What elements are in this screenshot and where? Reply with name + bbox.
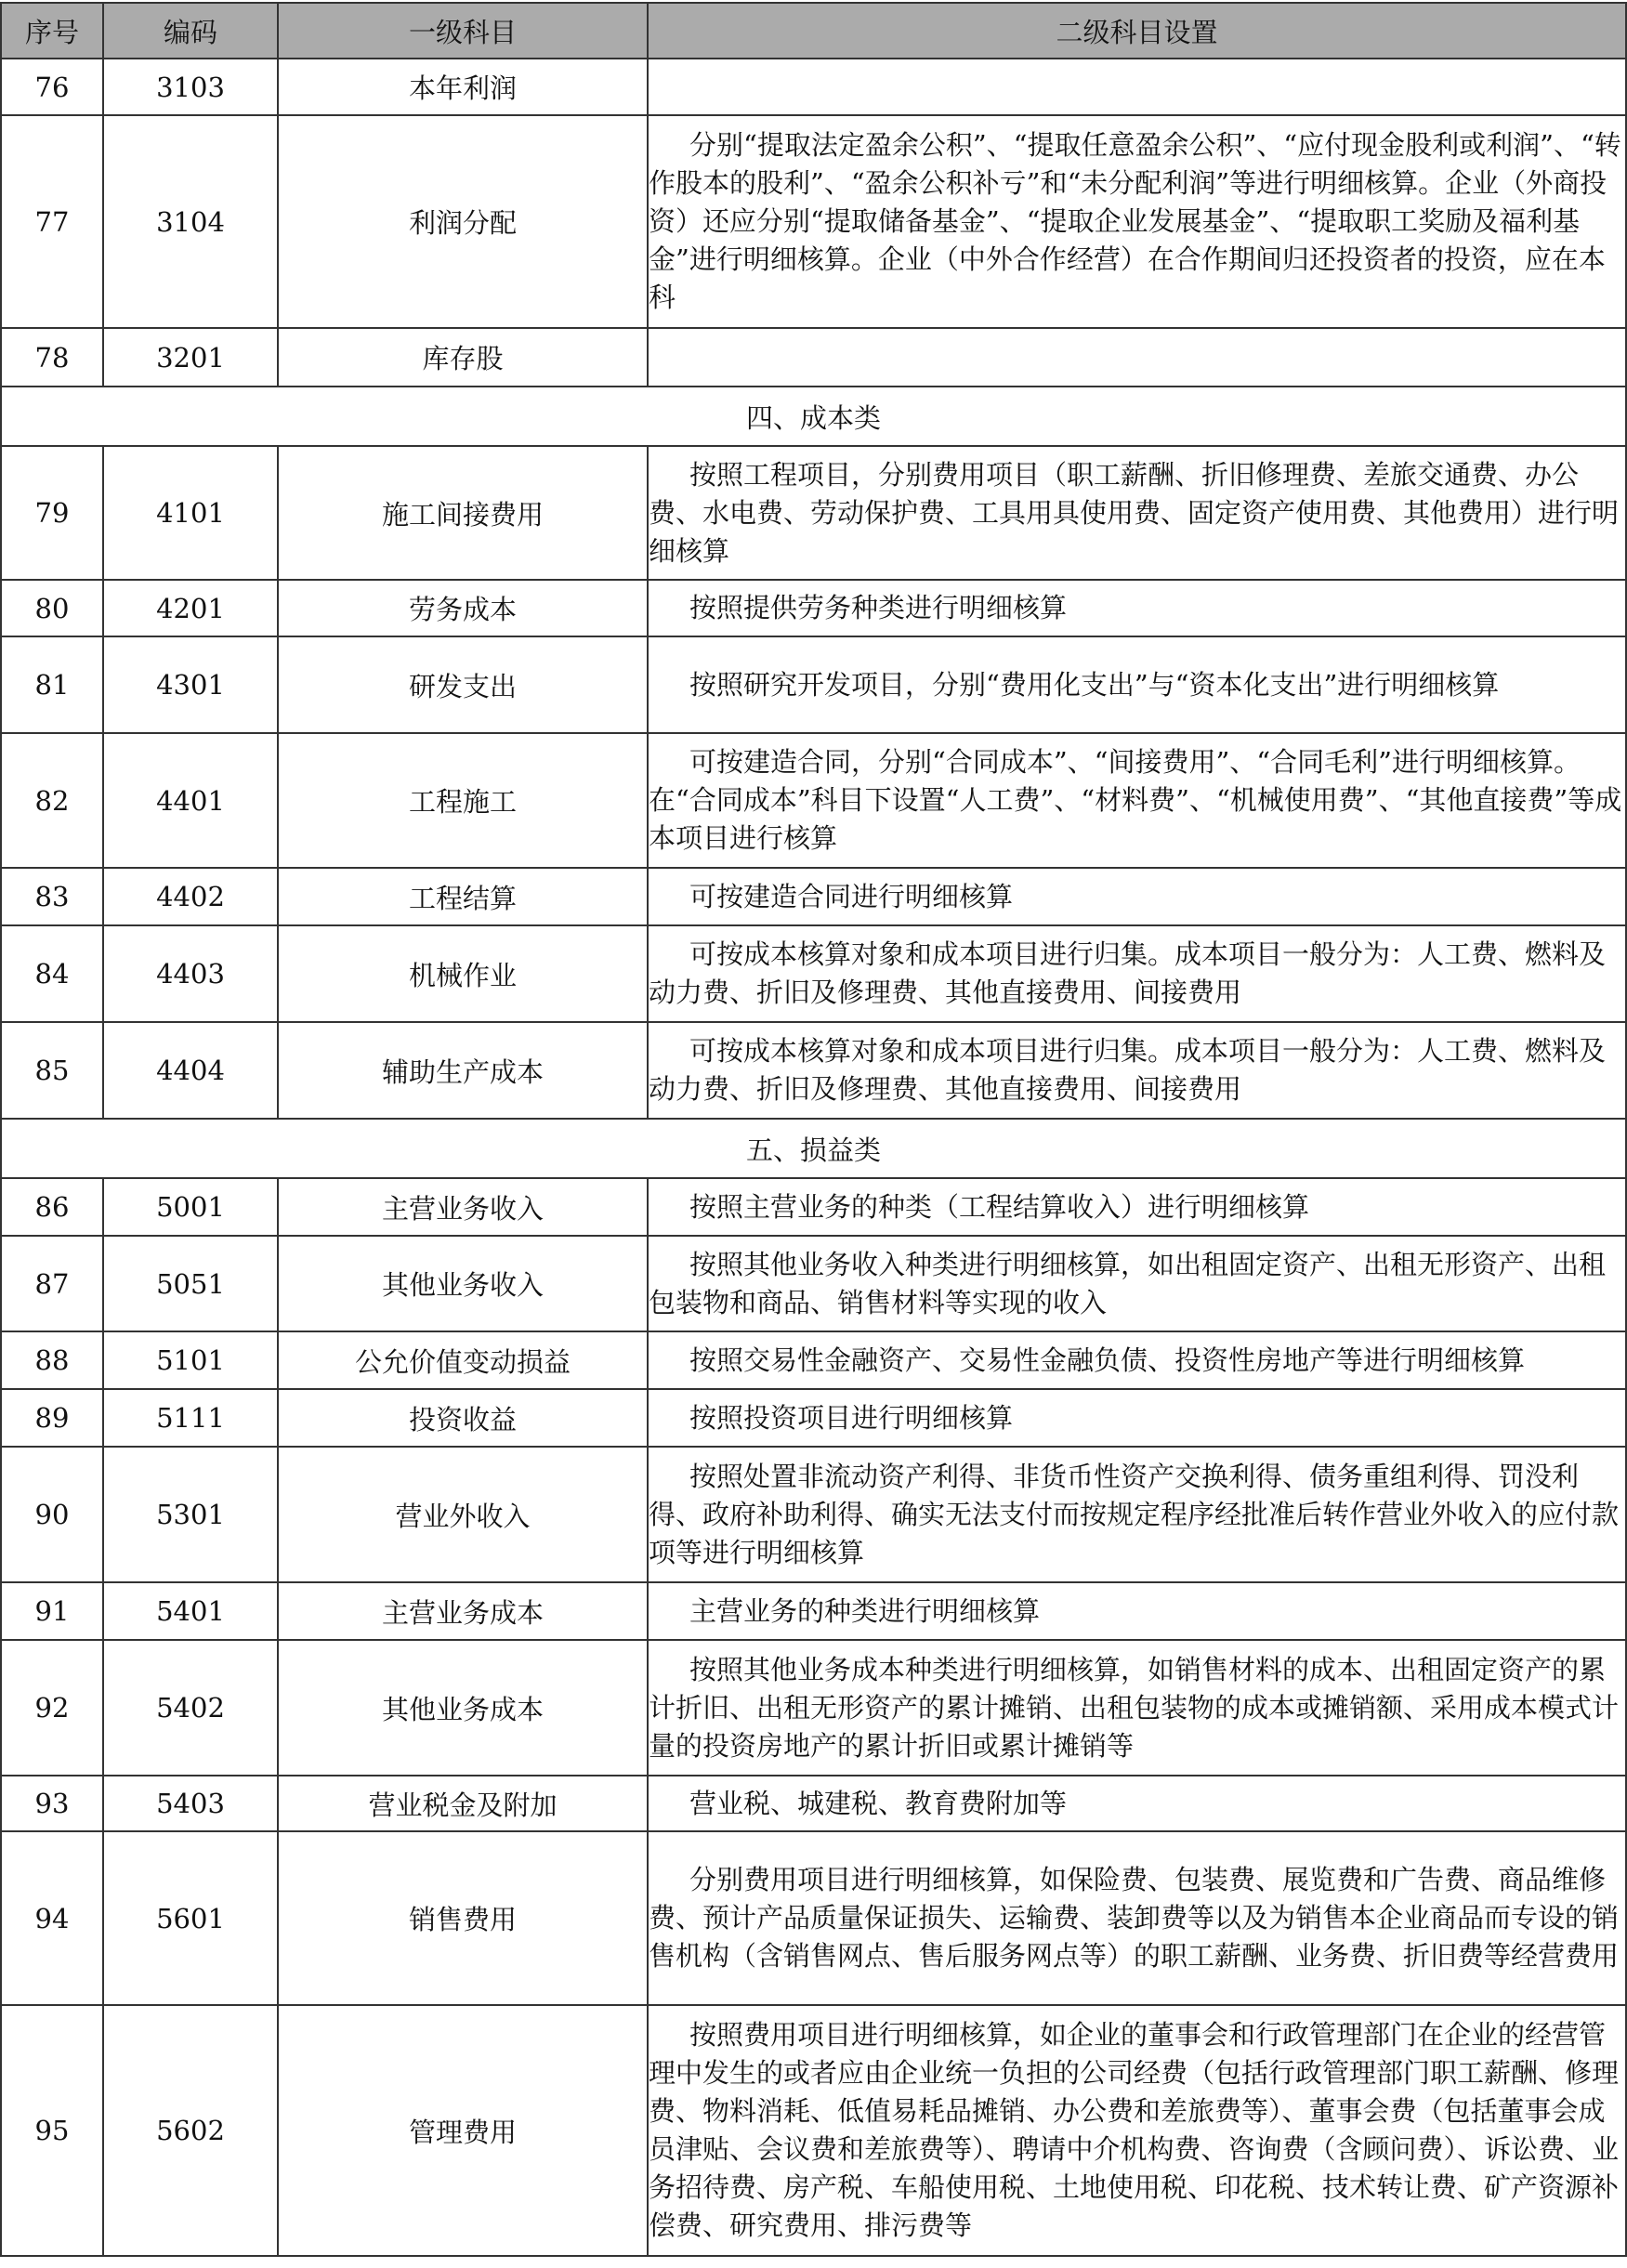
code-cell: 5601 — [103, 1831, 278, 2005]
detail-cell: 按照处置非流动资产利得、非货币性资产交换利得、债务重组利得、罚没利得、政府补助利得、确实无法支付而按规定程序经批准后转作营业外收入的应付款项等进行明细核算 — [648, 1447, 1626, 1582]
serial-cell: 80 — [1, 580, 103, 636]
serial-cell: 89 — [1, 1389, 103, 1447]
code-cell: 4403 — [103, 925, 278, 1022]
code-cell: 5051 — [103, 1236, 278, 1331]
serial-cell: 85 — [1, 1022, 103, 1119]
subject-cell: 工程结算 — [278, 868, 648, 925]
serial-cell: 78 — [1, 328, 103, 387]
subject-cell: 管理费用 — [278, 2005, 648, 2256]
header-primary-subject: 一级科目 — [278, 3, 648, 59]
subject-cell: 工程施工 — [278, 733, 648, 868]
serial-cell: 93 — [1, 1776, 103, 1831]
detail-cell: 分别费用项目进行明细核算，如保险费、包装费、展览费和广告费、商品维修费、预计产品质量保证损失、运输费、装卸费等以及为销售本企业商品而专设的销售机构（含销售网点、售后服务网点等）的职工薪酬、业务费、折旧费等经营费用 — [648, 1831, 1626, 2005]
table-row — [1, 1447, 1626, 1582]
detail-cell: 主营业务的种类进行明细核算 — [648, 1582, 1626, 1640]
detail-cell: 按照提供劳务种类进行明细核算 — [648, 580, 1626, 636]
detail-cell: 按照其他业务收入种类进行明细核算，如出租固定资产、出租无形资产、出租包装物和商品、销售材料等实现的收入 — [648, 1236, 1626, 1331]
subject-cell: 库存股 — [278, 328, 648, 387]
code-cell: 4301 — [103, 636, 278, 733]
subject-cell: 投资收益 — [278, 1389, 648, 1447]
table-row — [1, 925, 1626, 1022]
header-secondary-setting: 二级科目设置 — [648, 3, 1626, 59]
table-row — [1, 59, 1626, 115]
subject-cell: 机械作业 — [278, 925, 648, 1022]
table-row — [1, 868, 1626, 925]
table-row — [1, 1022, 1626, 1119]
serial-cell: 94 — [1, 1831, 103, 2005]
detail-cell: 按照其他业务成本种类进行明细核算，如销售材料的成本、出租固定资产的累计折旧、出租无形资产的累计摊销、出租包装物的成本或摊销额、采用成本模式计量的投资房地产的累计折旧或累计摊销等 — [648, 1640, 1626, 1776]
table-row — [1, 1178, 1626, 1236]
detail-cell: 营业税、城建税、教育费附加等 — [648, 1776, 1626, 1831]
code-cell: 4401 — [103, 733, 278, 868]
section-row — [1, 1119, 1626, 1178]
subject-cell: 营业税金及附加 — [278, 1776, 648, 1831]
table-row — [1, 1331, 1626, 1389]
code-cell: 3103 — [103, 59, 278, 115]
section-title: 五、损益类 — [1, 1119, 1626, 1178]
table-row — [1, 1776, 1626, 1831]
section-title: 四、成本类 — [1, 387, 1626, 446]
detail-cell: 按照费用项目进行明细核算，如企业的董事会和行政管理部门在企业的经营管理中发生的或者应由企业统一负担的公司经费（包括行政管理部门职工薪酬、修理费、物料消耗、低值易耗品摊销、办公费和差旅费等）、董事会费（包括董事会成员津贴、会议费和差旅费等）、聘请中介机构费、咨询费（含顾问费）、诉讼费、业务招待费、房产税、车船使用税、土地使用税、印花税、技术转让费、矿产资源补偿费、研究费用、排污费等 — [648, 2005, 1626, 2256]
table-row — [1, 1582, 1626, 1640]
subject-cell: 主营业务成本 — [278, 1582, 648, 1640]
code-cell: 5602 — [103, 2005, 278, 2256]
header-serial: 序号 — [1, 3, 103, 59]
table-row — [1, 1640, 1626, 1776]
subject-cell: 研发支出 — [278, 636, 648, 733]
serial-cell: 83 — [1, 868, 103, 925]
table-row — [1, 1236, 1626, 1331]
subject-cell: 利润分配 — [278, 115, 648, 328]
code-cell: 5111 — [103, 1389, 278, 1447]
subject-cell: 劳务成本 — [278, 580, 648, 636]
detail-cell: 按照研究开发项目，分别“费用化支出”与“资本化支出”进行明细核算 — [648, 636, 1626, 733]
detail-cell — [648, 59, 1626, 115]
code-cell: 4402 — [103, 868, 278, 925]
serial-cell: 91 — [1, 1582, 103, 1640]
code-cell: 4201 — [103, 580, 278, 636]
detail-cell: 按照主营业务的种类（工程结算收入）进行明细核算 — [648, 1178, 1626, 1236]
table-row — [1, 446, 1626, 580]
code-cell: 5401 — [103, 1582, 278, 1640]
serial-cell: 81 — [1, 636, 103, 733]
subject-cell: 公允价值变动损益 — [278, 1331, 648, 1389]
detail-cell: 可按建造合同进行明细核算 — [648, 868, 1626, 925]
code-cell: 5402 — [103, 1640, 278, 1776]
detail-cell: 按照工程项目，分别费用项目（职工薪酬、折旧修理费、差旅交通费、办公费、水电费、劳动保护费、工具用具使用费、固定资产使用费、其他费用）进行明细核算 — [648, 446, 1626, 580]
detail-cell: 可按成本核算对象和成本项目进行归集。成本项目一般分为：人工费、燃料及动力费、折旧及修理费、其他直接费用、间接费用 — [648, 925, 1626, 1022]
serial-cell: 86 — [1, 1178, 103, 1236]
subject-cell: 销售费用 — [278, 1831, 648, 2005]
code-cell: 5001 — [103, 1178, 278, 1236]
serial-cell: 92 — [1, 1640, 103, 1776]
table-row — [1, 328, 1626, 387]
table-row — [1, 733, 1626, 868]
serial-cell: 79 — [1, 446, 103, 580]
serial-cell: 95 — [1, 2005, 103, 2256]
table-row — [1, 1831, 1626, 2005]
table-row — [1, 115, 1626, 328]
serial-cell: 90 — [1, 1447, 103, 1582]
code-cell: 3201 — [103, 328, 278, 387]
subject-cell: 营业外收入 — [278, 1447, 648, 1582]
header-code: 编码 — [103, 3, 278, 59]
table-row — [1, 1389, 1626, 1447]
serial-cell: 87 — [1, 1236, 103, 1331]
subject-cell: 其他业务收入 — [278, 1236, 648, 1331]
table-row — [1, 580, 1626, 636]
serial-cell: 82 — [1, 733, 103, 868]
table-row — [1, 2005, 1626, 2256]
code-cell: 5101 — [103, 1331, 278, 1389]
code-cell: 3104 — [103, 115, 278, 328]
detail-cell — [648, 328, 1626, 387]
detail-cell: 可按成本核算对象和成本项目进行归集。成本项目一般分为：人工费、燃料及动力费、折旧及修理费、其他直接费用、间接费用 — [648, 1022, 1626, 1119]
table-header-row — [1, 3, 1626, 59]
serial-cell: 84 — [1, 925, 103, 1022]
subject-cell: 主营业务收入 — [278, 1178, 648, 1236]
table-row — [1, 636, 1626, 733]
subject-cell: 辅助生产成本 — [278, 1022, 648, 1119]
code-cell: 4101 — [103, 446, 278, 580]
serial-cell: 77 — [1, 115, 103, 328]
subject-cell: 施工间接费用 — [278, 446, 648, 580]
subject-cell: 本年利润 — [278, 59, 648, 115]
serial-cell: 76 — [1, 59, 103, 115]
code-cell: 4404 — [103, 1022, 278, 1119]
code-cell: 5301 — [103, 1447, 278, 1582]
detail-cell: 按照投资项目进行明细核算 — [648, 1389, 1626, 1447]
account-table — [0, 2, 1627, 2257]
code-cell: 5403 — [103, 1776, 278, 1831]
detail-cell: 按照交易性金融资产、交易性金融负债、投资性房地产等进行明细核算 — [648, 1331, 1626, 1389]
section-row — [1, 387, 1626, 446]
detail-cell: 分别“提取法定盈余公积”、“提取任意盈余公积”、“应付现金股利或利润”、“转作股本的股利”、“盈余公积补亏”和“未分配利润”等进行明细核算。企业（外商投资）还应分别“提取储备基金”、“提取企业发展基金”、“提取职工奖励及福利基金”进行明细核算。企业（中外合作经营）在合作期间归还投资者的投资，应在本科 — [648, 115, 1626, 328]
serial-cell: 88 — [1, 1331, 103, 1389]
subject-cell: 其他业务成本 — [278, 1640, 648, 1776]
detail-cell: 可按建造合同，分别“合同成本”、“间接费用”、“合同毛利”进行明细核算。在“合同成本”科目下设置“人工费”、“材料费”、“机械使用费”、“其他直接费”等成本项目进行核算 — [648, 733, 1626, 868]
